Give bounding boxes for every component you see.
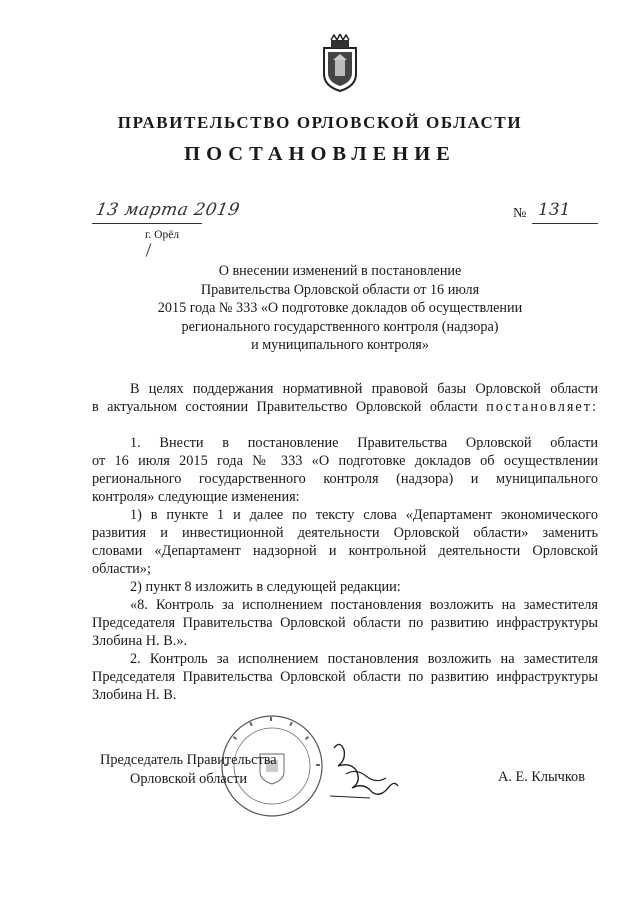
- body-line: от 16 июля 2015 года № 333 «О подготовке докладов об осуществлении: [92, 453, 598, 469]
- pen-mark: [146, 243, 152, 256]
- body-line: 1) в пункте 1 и далее по тексту слова «Департамент экономического: [130, 507, 598, 523]
- body-line: развития и инвестиционной деятельности Орловской области» заменить: [92, 525, 598, 541]
- title-line: Правительства Орловской области от 16 июля: [200, 281, 480, 298]
- number-label: №: [513, 206, 527, 221]
- preamble-text: в актуальном состоянии Правительство Орловской области: [92, 399, 478, 415]
- document-title: [140, 262, 540, 355]
- signatory-name: А. Е. Клычков: [498, 769, 585, 785]
- title-line: и муниципального контроля»: [251, 337, 429, 354]
- body-line: регионального государственного контроля (надзора) и муниципального: [92, 471, 598, 487]
- body-line: словами «Департамент надзорной и контрольной деятельности Орловской: [92, 543, 598, 559]
- handwritten-date: 13 марта 2019: [94, 200, 242, 220]
- title-line: 2015 года № 333 «О подготовке докладов об осуществлении: [157, 300, 523, 317]
- number-underline: [532, 223, 598, 224]
- body-line: Председателя Правительства Орловской области по развитию инфраструктуры: [92, 669, 598, 685]
- title-line: регионального государственного контроля (надзора): [181, 318, 499, 335]
- handwritten-number: 131: [538, 200, 571, 220]
- date-underline: [92, 223, 202, 224]
- handwritten-signature: [326, 738, 406, 804]
- preamble-line: [92, 398, 598, 416]
- signatory-position: Председатель Правительства: [100, 752, 277, 768]
- city-label: г. Орёл: [145, 229, 180, 241]
- body-line: 2. Контроль за исполнением постановления возложить на заместителя: [130, 651, 598, 667]
- body-line: 2) пункт 8 изложить в следующей редакции:: [130, 579, 401, 595]
- body-line: «8. Контроль за исполнением постановления возложить на заместителя: [130, 597, 598, 613]
- document-type: ПОСТАНОВЛЕНИЕ: [184, 143, 456, 165]
- body-line: Злобина Н. В.».: [92, 633, 188, 649]
- resolves-word: постановляет:: [486, 399, 599, 415]
- title-line: О внесении изменений в постановление: [218, 263, 462, 279]
- body-line: области»;: [92, 561, 151, 577]
- government-name: ПРАВИТЕЛЬСТВО ОРЛОВСКОЙ ОБЛАСТИ: [117, 113, 523, 132]
- body-line: Председателя Правительства Орловской области по развитию инфраструктуры: [92, 615, 598, 631]
- signatory-region: Орловской области: [130, 771, 247, 787]
- coat-of-arms-emblem: [318, 34, 362, 92]
- body-line: контроля» следующие изменения:: [92, 489, 300, 505]
- preamble-line: В целях поддержания нормативной правовой базы Орловской области: [130, 381, 598, 397]
- body-line: Злобина Н. В.: [92, 687, 177, 703]
- body-line: 1. Внести в постановление Правительства Орловской области: [130, 435, 598, 451]
